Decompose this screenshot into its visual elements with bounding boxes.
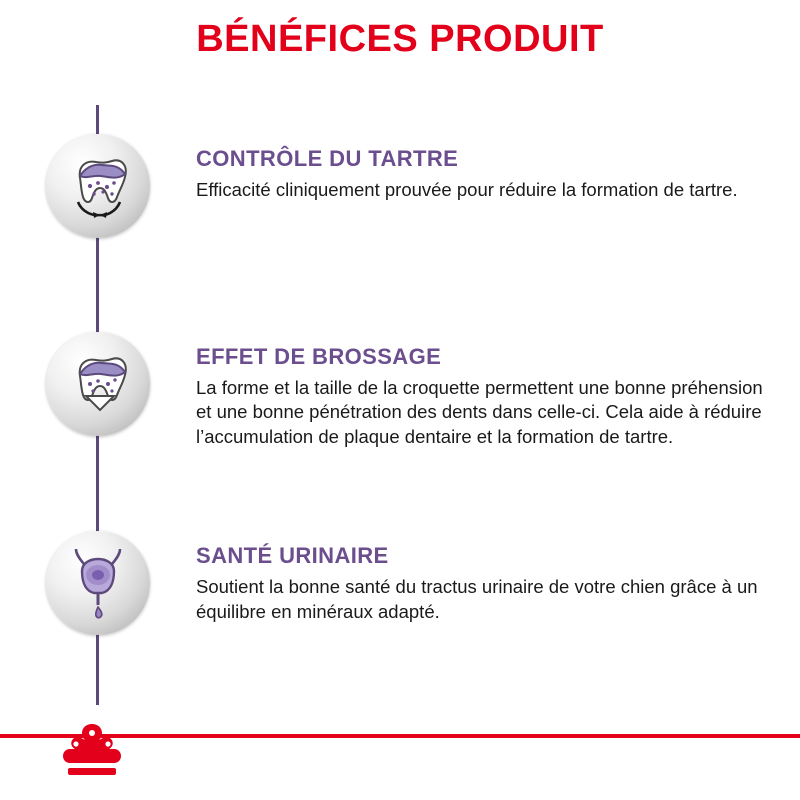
- benefit-icon-container: [0, 531, 196, 635]
- benefit-item: [0, 134, 800, 238]
- page-title: BÉNÉFICES PRODUIT: [196, 18, 604, 60]
- benefit-text-container: [196, 531, 800, 624]
- benefit-text-container: [196, 134, 800, 202]
- benefit-body: La forme et la taille de la croquette permettent une bonne préhension et une bonne pénétration des dents dans celle-ci. Cela aide à réduire l’accumulation de plaque dentaire et la formation de tartre.: [196, 377, 763, 447]
- tooth-tartar-icon: [46, 134, 150, 238]
- tooth-brushing-kibble-icon: [46, 332, 150, 436]
- benefit-heading: CONTRÔLE DU TARTRE: [196, 146, 459, 171]
- benefit-item: [0, 332, 800, 449]
- benefit-text-container: [196, 332, 800, 449]
- benefit-icon-container: [0, 332, 196, 436]
- benefit-body: Efficacité cliniquement prouvée pour réduire la formation de tartre.: [196, 179, 738, 200]
- benefit-heading: EFFET DE BROSSAGE: [196, 344, 442, 369]
- benefit-icon-container: [0, 134, 196, 238]
- urinary-bladder-icon: [46, 531, 150, 635]
- royal-canin-crown-logo: [56, 718, 128, 788]
- benefit-heading: SANTÉ URINAIRE: [196, 543, 389, 569]
- benefit-item: [0, 531, 800, 635]
- benefit-body: Soutient la bonne santé du tractus urinaire de votre chien grâce à un équilibre en minéraux adapté.: [196, 576, 758, 622]
- benefits-list: [0, 120, 800, 635]
